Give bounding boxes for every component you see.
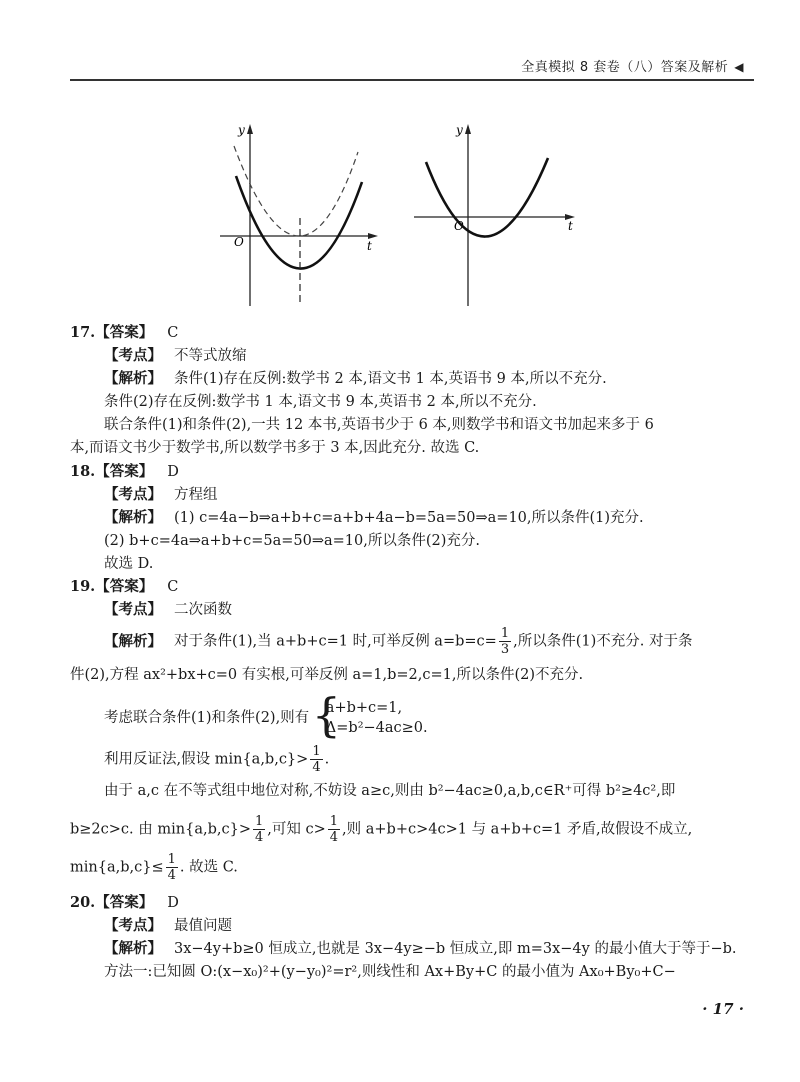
q17-answer-row: 17.【答案】 C [70,324,179,341]
q18-answer-row: 18.【答案】 D [70,463,179,480]
origin-label: O [234,235,244,249]
q19-line-2: 件(2),方程 ax²+bx+c=0 有实根,可举反例 a=1,b=2,c=1,所以条件(2)不充分. [70,667,584,683]
q18-point-row: 【考点】 方程组 [104,486,218,503]
q19-line-7: min{a,b,c}≤ $\frac{1}{4}$ . 故选 C. [70,852,238,883]
q20-point-row: 【考点】 最值问题 [104,917,232,934]
q17-analysis-row: 【解析】 条件(1)存在反例:数学书 2 本,语文书 1 本,英语书 9 本,所以不充分. [104,370,607,387]
q18-line-2: (2) b+c=4a⇒a+b+c=5a=50⇒a=10,所以条件(2)充分. [104,533,480,549]
dashed-parabola [234,146,358,236]
page-number: · 17 · [702,1000,744,1018]
origin-label: O [454,219,464,233]
q17-line-3: 联合条件(1)和条件(2),一共 12 本书,英语书少于 6 本,则数学书和语文书加起来多于 6 [104,417,654,433]
fraction-one-quarter: $\frac{1}{4}$ [329,814,339,845]
q19-line-5: 由于 a,c 在不等式组中地位对称,不妨设 a≥c,则由 b²−4ac≥0,a,b,c∈R⁺可得 b²≥4c²,即 [104,783,676,799]
solid-parabola [426,158,548,237]
q18-line-3: 故选 D. [104,556,154,572]
figure-right [412,118,582,308]
q17-line-4: 本,而语文书少于数学书,所以数学书多于 3 本,因此充分. 故选 C. [70,440,480,456]
q19-line-4: 利用反证法,假设 min{a,b,c}> $\frac{1}{4}$ . [104,744,330,775]
q20-answer-row: 20.【答案】 D [70,894,179,911]
q17-line-2: 条件(2)存在反例:数学书 1 本,语文书 9 本,英语书 2 本,所以不充分. [104,394,537,410]
header-rule [70,79,754,81]
q20-analysis-row: 【解析】 3x−4y+b≥0 恒成立,也就是 3x−4y≥−b 恒成立,即 m=3x−4y 的最小值大于等于−b. [104,940,737,957]
figure-left [210,118,380,308]
q19-line-3: 考虑联合条件(1)和条件(2),则有 { a+b+c=1, Δ=b²−4ac≥0. [104,688,428,742]
header-marker-icon: ◀ [734,60,744,74]
fraction-one-quarter: $\frac{1}{4}$ [254,814,264,845]
fraction-one-third: $\frac{1}{3}$ [500,626,510,657]
q18-analysis-row: 【解析】 (1) c=4a−b⇒a+b+c=a+b+4a−b=5a=50⇒a=10,所以条件(1)充分. [104,509,644,526]
q19-line-6: b≥2c>c. 由 min{a,b,c}> $\frac{1}{4}$ ,可知 c> $\frac{1}{4}$ ,则 a+b+c>4c>1 与 a+b+c=1 矛盾,故假设不成立, [70,814,693,845]
left-brace-icon: { [311,688,342,742]
q19-answer-row: 19.【答案】 C [70,578,179,595]
x-axis-label: t [568,219,573,233]
q19-analysis-row: 【解析】 对于条件(1),当 a+b+c=1 时,可举反例 a=b=c= $\frac{1}{3}$ ,所以条件(1)不充分. 对于条 [104,626,693,657]
x-axis-label: t [367,239,372,253]
q17-point-row: 【考点】 不等式放缩 [104,347,247,364]
y-axis-arrow-icon [247,124,253,134]
header-title: 全真模拟 8 套卷（八）答案及解析 ◀ [521,60,744,75]
y-axis-arrow-icon [465,124,471,134]
y-axis-label: y [456,123,463,137]
equation-system: { a+b+c=1, Δ=b²−4ac≥0. [311,688,428,742]
q19-point-row: 【考点】 二次函数 [104,601,232,618]
y-axis-label: y [238,123,245,137]
fraction-one-quarter: $\frac{1}{4}$ [312,744,321,775]
q20-line-2: 方法一:已知圆 O:(x−x₀)²+(y−y₀)²=r²,则线性和 Ax+By+C 的最小值为 Ax₀+By₀+C− [104,964,676,980]
fraction-one-quarter: $\frac{1}{4}$ [167,852,176,883]
